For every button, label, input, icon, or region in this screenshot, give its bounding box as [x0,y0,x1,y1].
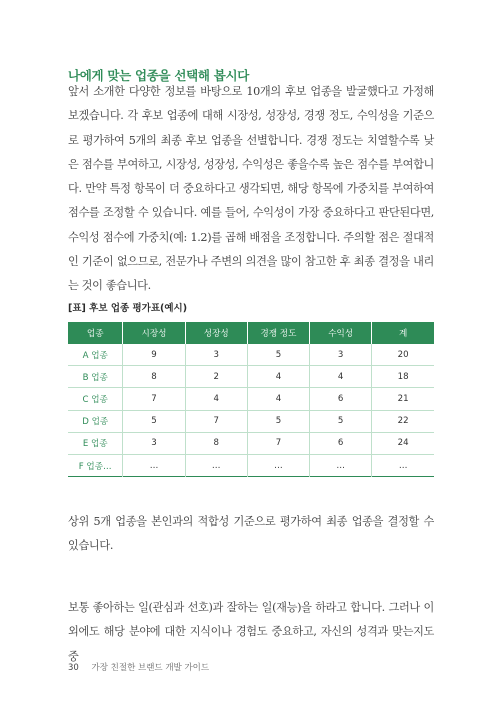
cell-growth: 8 [185,432,247,454]
cell-marketability: 7 [123,388,185,410]
fit-paragraph: 보통 좋아하는 일(관심과 선호)과 잘하는 일(재능)을 하라고 합니다. 그러나 이 외에도 해당 분야에 대한 지식이나 경험도 중요하고, 자신의 성격과 맞는지도 중 [68,601,434,663]
cell-growth: 4 [185,388,247,410]
cell-marketability: 3 [123,432,185,454]
cell-total: 20 [372,344,434,366]
cell-total: 22 [372,410,434,432]
cell-growth: 3 [185,344,247,366]
book-title: 가장 친절한 브랜드 개발 가이드 [91,663,210,673]
intro-paragraph: 앞서 소개한 다양한 정보를 바탕으로 10개의 후보 업종을 발굴했다고 가정해 보겠습니다. 각 후보 업종에 대해 시장성, 성장성, 경쟁 정도, 수익성을 기준으로 평가하여 5개의 최종 후보 업종을 선별합니다. 경쟁 정도는 치열할수록 낮은 점수를 부여하고, 시장성, 성장성, 수익성은 좋을수록 높은 점수를 부여합니다. 만약 특정 항목이 더 중요하다고 생각되면, 해당 항목에 가중치를 부여하여 점수를 조정할 수 있습니다. 예를 들어, 수익성이 가장 중요하다고 판단된다면, 수익성 점수에 가중치(예: 1.2)를 곱해 배점을 조정합니다. 주의할 점은 절대적인 기준이 없으므로, 전문가나 주변의 의견을 많이 참고한 후 최종 결정을 내리는 것이 좋습니다. [68,85,434,293]
cell-industry: D 업종 [68,410,123,432]
cell-competition: 5 [247,410,309,432]
cell-profitability: 6 [310,432,372,454]
header-industry: 업종 [68,322,123,344]
table-row [68,454,434,476]
cell-marketability: … [123,454,185,476]
cell-industry: A 업종 [82,350,108,361]
cell-profitability: 3 [310,344,372,366]
cell-profitability: 6 [310,388,372,410]
cell-industry: B 업종 [68,366,123,388]
header-marketability: 시장성 [123,322,185,344]
header-competition: 경쟁 정도 [247,322,309,344]
cell-competition: 4 [247,388,309,410]
cell-profitability: 4 [310,366,372,388]
header-total: 계 [372,322,434,344]
page-number: 30 [68,663,79,673]
header-profitability: 수익성 [310,322,372,344]
section-heading: 나에게 맞는 업종을 선택해 봅시다 [68,68,250,83]
cell-total: 21 [372,388,434,410]
cell-total: 18 [372,366,434,388]
cell-industry: E 업종 [68,432,123,454]
header-growth: 성장성 [185,322,247,344]
cell-growth: … [185,454,247,476]
table-row [68,388,434,410]
table-row [68,432,434,454]
table-row [68,410,434,432]
cell-marketability: 5 [123,410,185,432]
page-footer [68,661,209,673]
evaluation-table [68,322,434,477]
cell-profitability: … [310,454,372,476]
cell-competition: 4 [247,366,309,388]
cell-competition: … [247,454,309,476]
cell-total: … [372,454,434,476]
table-row [68,344,434,366]
table-header-row [68,322,434,344]
cell-growth: 2 [185,366,247,388]
cell-competition: 5 [247,344,309,366]
cell-growth: 7 [185,410,247,432]
cell-industry: C 업종 [68,388,123,410]
cell-total: 24 [372,432,434,454]
cell-competition: 7 [247,432,309,454]
table-caption: [표] 후보 업종 평가표(예시) [68,303,188,314]
table-row [68,366,434,388]
cell-profitability: 5 [310,410,372,432]
selection-paragraph: 상위 5개 업종을 본인과의 적합성 기준으로 평가하여 최종 업종을 결정할 수 있습니다. [68,515,434,553]
cell-marketability: 9 [123,344,185,366]
cell-marketability: 8 [123,366,185,388]
cell-industry: F 업종… [68,454,123,476]
